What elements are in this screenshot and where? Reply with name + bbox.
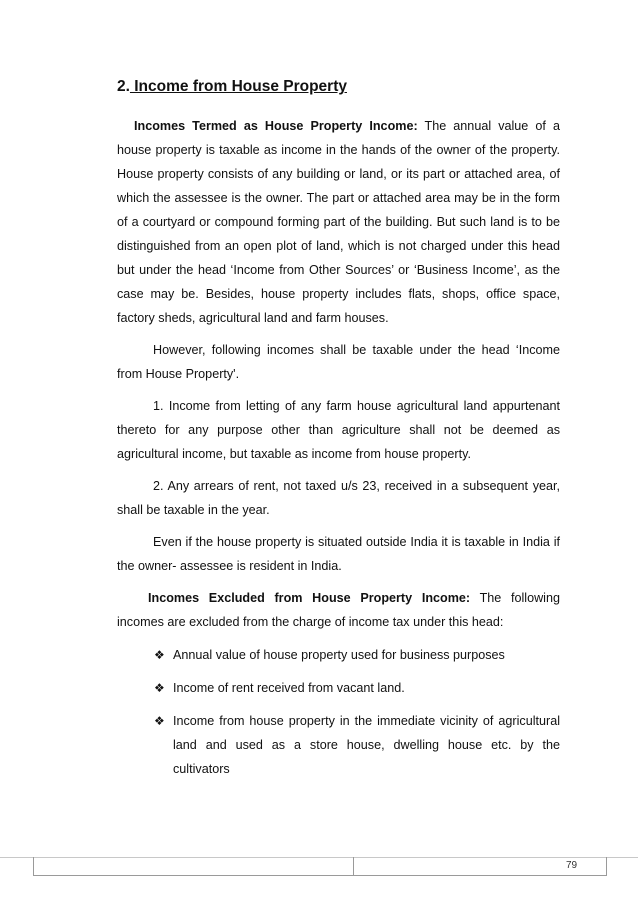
list-item-text: Annual value of house property used for business purposes [173,648,505,662]
paragraph-house-property-income [117,114,560,330]
footer-box-left [33,857,354,876]
section-heading [117,78,347,96]
list-item [154,709,560,781]
list-item-text: Income from house property in the immediate vicinity of agricultural land and used as a store house, dwelling house etc. by the cultivators [173,714,560,776]
list-item-text: Income of rent received from vacant land. [173,681,405,695]
section-number: 2. [117,78,130,95]
paragraph-outside-india: Even if the house property is situated outside India it is taxable in India if the owner- assessee is resident in India. [117,535,560,573]
paragraph-taxable-intro: However, following incomes shall be taxable under the head ‘Income from House Property'. [117,343,560,381]
excluded-incomes-list [117,643,560,781]
paragraph-lead-excluded: Incomes Excluded from House Property Income: [148,591,471,605]
page-number: 79 [566,860,578,871]
paragraph-farm-house-letting: 1. Income from letting of any farm house agricultural land appurtenant thereto for any purpose other than agriculture shall not be deemed as agricultural income, but taxable as income from house property. [117,399,560,461]
section-title: Income from House Property [129,78,347,95]
paragraph-lead-termed: Incomes Termed as House Property Income: [134,119,418,133]
list-item [154,643,560,667]
diamond-bullet-icon: ❖ [154,681,165,695]
paragraph-arrears-of-rent: 2. Any arrears of rent, not taxed u/s 23, received in a subsequent year, shall be taxable in the year. [117,479,560,517]
paragraph-text-excluded: The following incomes are excluded from the charge of income tax under this head: [117,591,560,629]
document-body [117,114,560,790]
diamond-bullet-icon: ❖ [154,714,165,728]
paragraph-text-termed: The annual value of a house property is taxable as income in the hands of the owner of the property. House property consists of any building or land, or its part or attached area, of which the assessee is the owner. The part or attached area may be in the form of a courtyard or compound forming part of the building. But such land is to be distinguished from an open plot of land, which is not charged under this head but under the head ‘Income from Other Sources’ or ‘Business Income’, as the case may be. Besides, house property includes flats, shops, office space, factory sheds, agricultural land and farm houses. [117,119,560,325]
page-footer [0,857,638,877]
diamond-bullet-icon: ❖ [154,648,165,662]
paragraph-excluded-incomes [117,586,560,634]
list-item [154,676,560,700]
